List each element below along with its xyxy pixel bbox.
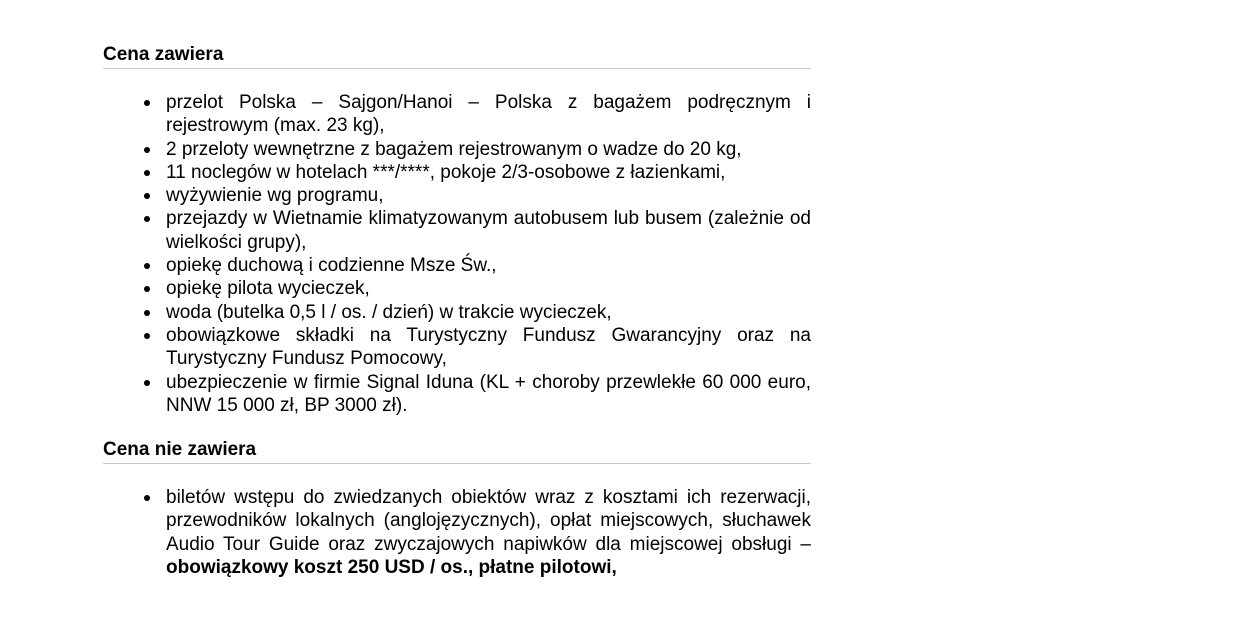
list-item: ubezpieczenie w firmie Signal Iduna (KL + choroby przewlekłe 60 000 euro, NNW 15 000 zł, BP 3000 zł). [166,371,811,416]
list-item: woda (butelka 0,5 l / os. / dzień) w trakcie wycieczek, [166,301,811,324]
list-item: obowiązkowe składki na Turystyczny Fundusz Gwarancyjny oraz na Turystyczny Fundusz Pomocowy, [166,324,811,370]
list-item: 2 przeloty wewnętrzne z bagażem rejestrowanym o wadze do 20 kg, [166,138,811,161]
included-list [103,91,811,417]
excluded-item-bold-text: obowiązkowy koszt 250 USD / os., płatne pilotowi, [166,557,617,579]
list-item: opiekę pilota wycieczek, [166,277,811,300]
excluded-heading: Cena nie zawiera [103,439,811,464]
excluded-item-text: biletów wstępu do zwiedzanych obiektów wraz z kosztami ich rezerwacji, przewodników lokalnych (anglojęzycznych), opłat miejscowych, słuchawek Audio Tour Guide oraz zwyczajowych napiwków dla miejscowej obsługi – [166,487,811,555]
list-item: 11 noclegów w hotelach ***/****, pokoje 2/3-osobowe z łazienkami, [166,161,811,184]
list-item [166,486,811,579]
list-item: wyżywienie wg programu, [166,184,811,207]
price-details [103,44,811,579]
list-item: przelot Polska – Sajgon/Hanoi – Polska z bagażem podręcznym i rejestrowym (max. 23 kg), [166,92,811,137]
list-item: opiekę duchową i codzienne Msze Św., [166,254,811,277]
excluded-list [103,486,811,579]
included-heading: Cena zawiera [103,44,811,69]
list-item: przejazdy w Wietnamie klimatyzowanym autobusem lub busem (zależnie od wielkości grupy), [166,208,811,253]
